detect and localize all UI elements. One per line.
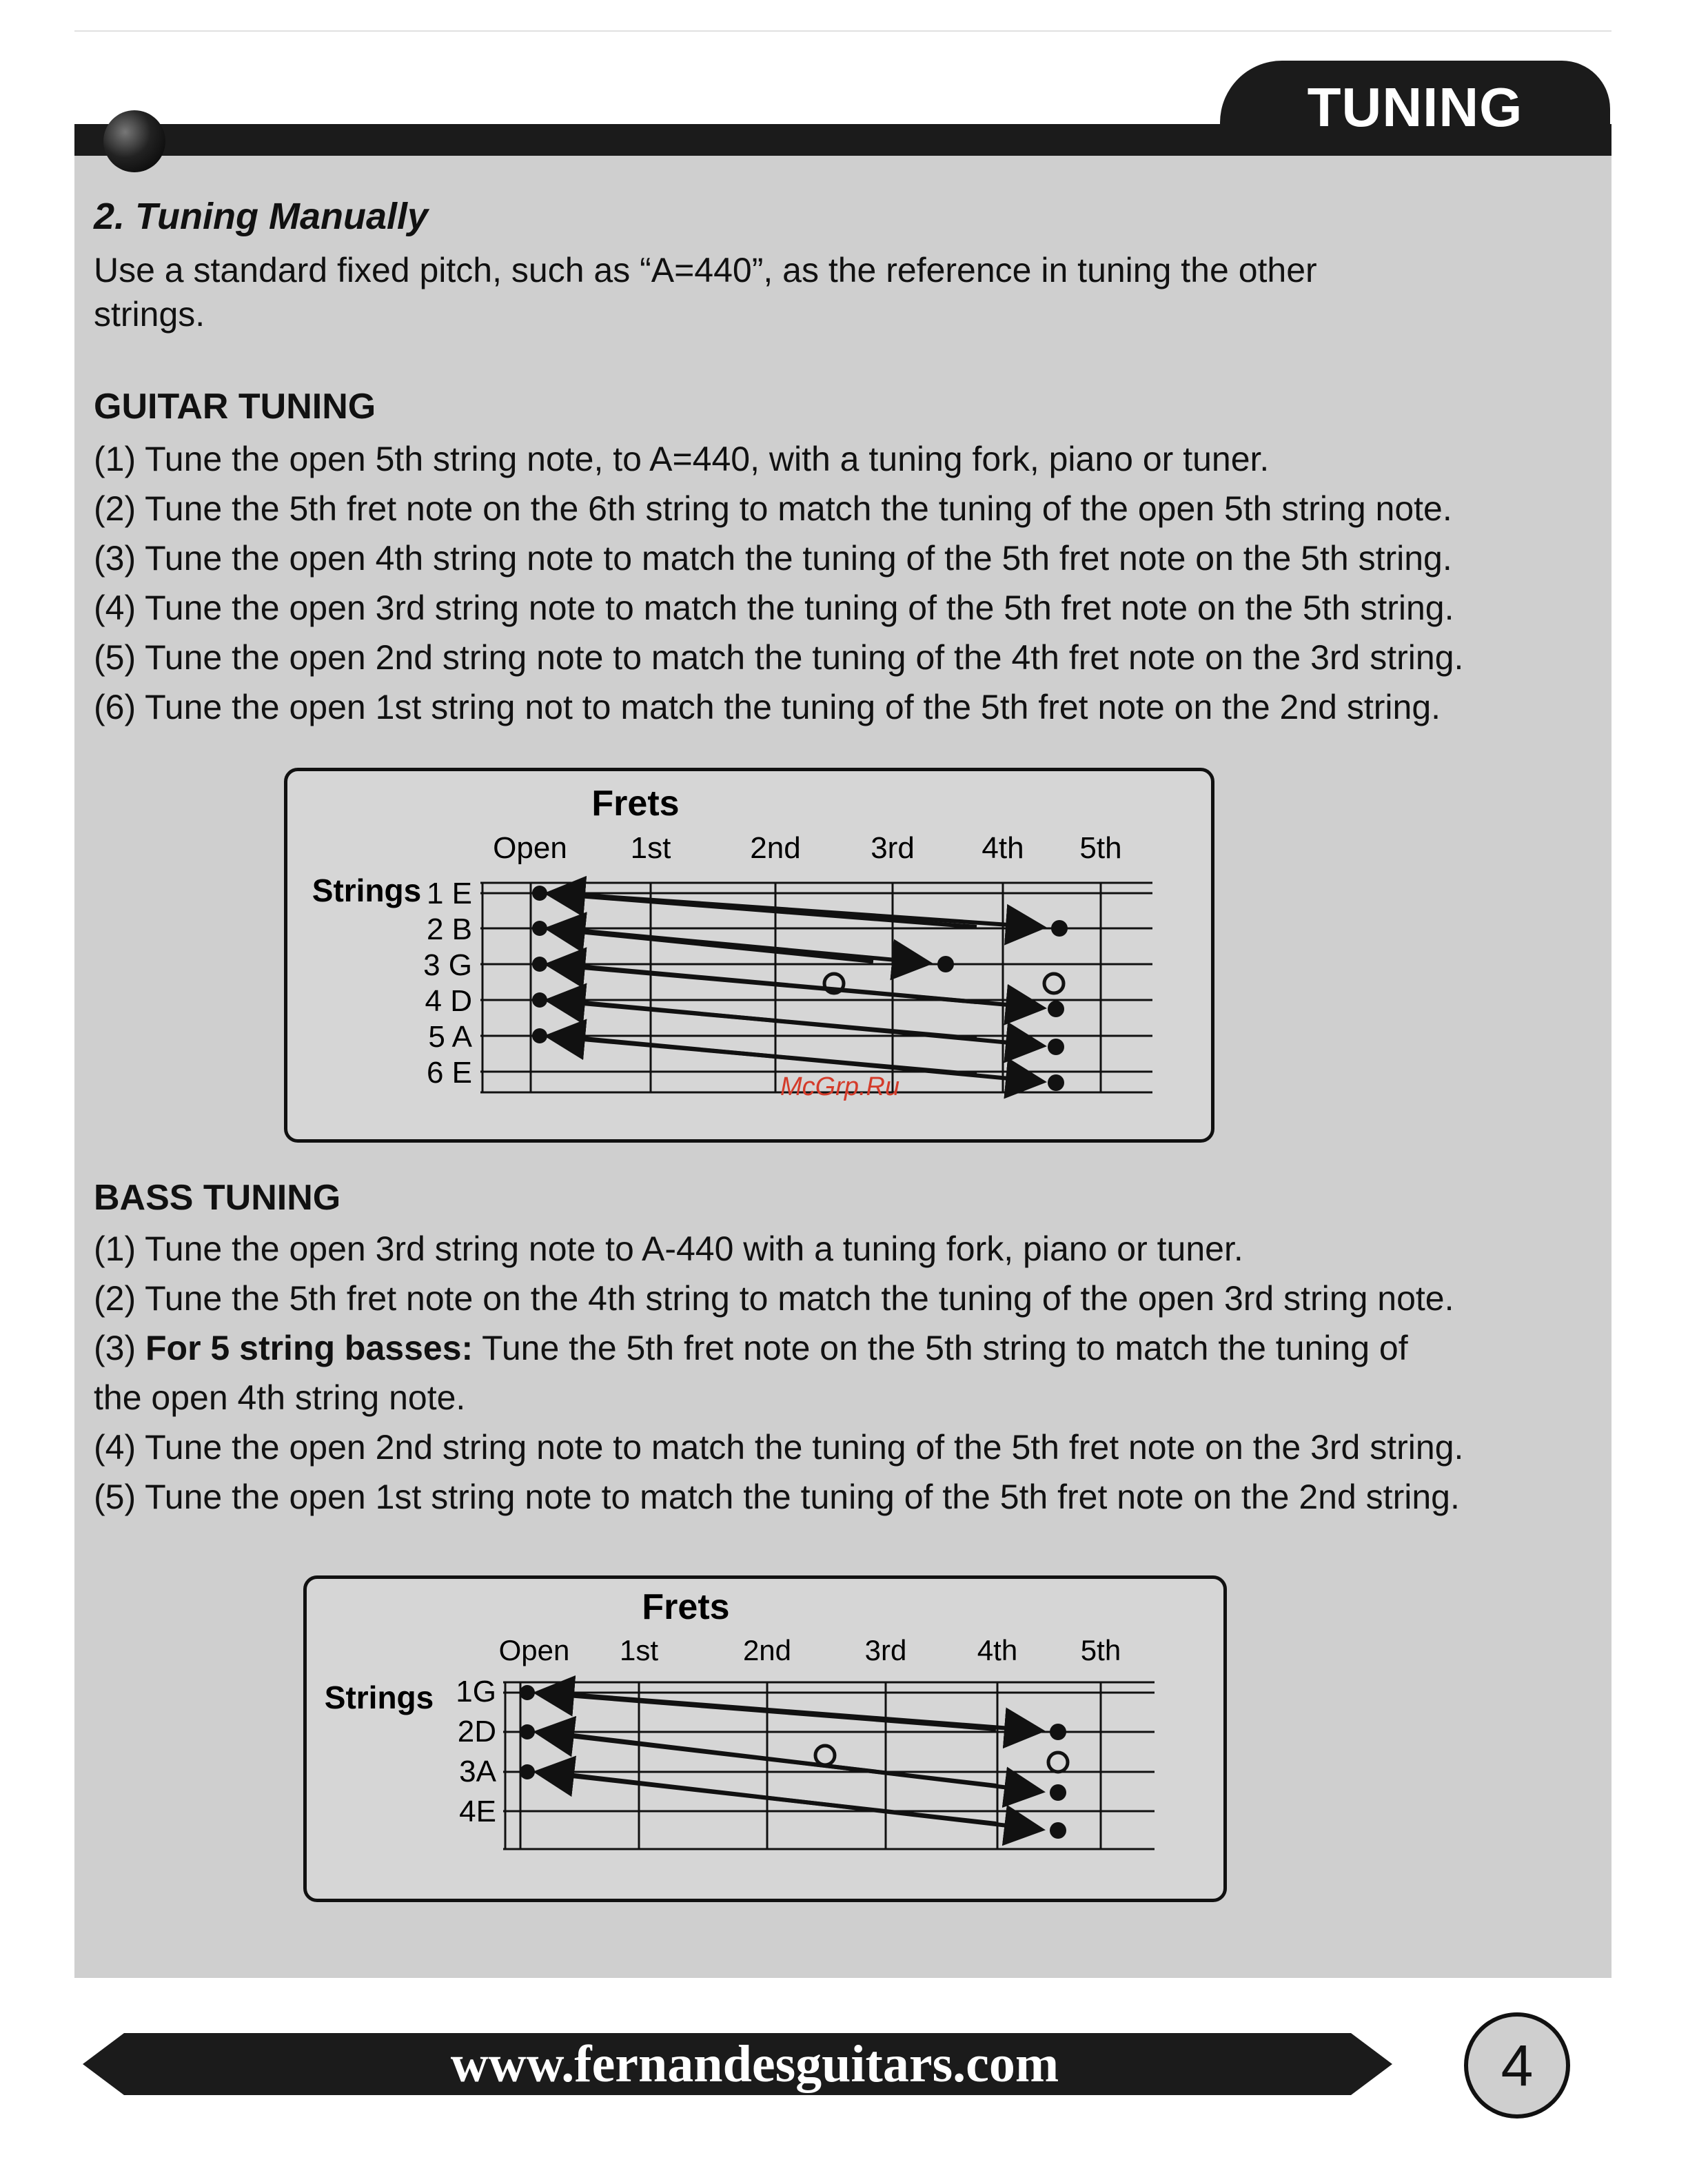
guitar-fretboard-svg xyxy=(287,771,1211,1139)
bass-step-1: (1) Tune the open 3rd string note to A-440 with a tuning fork, piano or tuner. xyxy=(94,1229,1243,1268)
fret-label-2nd: 2nd xyxy=(750,831,801,865)
bass-step-3-bold: For 5 string basses: xyxy=(145,1329,474,1367)
watermark: McGrp.Ru xyxy=(780,1072,900,1101)
bass-string-label-1: 1G xyxy=(456,1675,496,1708)
bass-step-3 xyxy=(94,1323,1408,1373)
bass-step-3-line-2: the open 4th string note. xyxy=(94,1378,466,1417)
guitar-step-2: (2) Tune the 5th fret note on the 6th string to match the tuning of the open 5th string note. xyxy=(94,489,1452,528)
intro-line-1: Use a standard fixed pitch, such as “A=440”, as the reference in tuning the other xyxy=(94,251,1317,289)
guitar-step-3: (3) Tune the open 4th string note to match the tuning of the 5th fret note on the 5th string. xyxy=(94,539,1452,578)
bass-fret-label-4th: 4th xyxy=(977,1634,1018,1666)
strings-label: Strings xyxy=(312,872,422,908)
bass-fret-label-5th: 5th xyxy=(1080,1634,1121,1666)
guitar-step-4: (4) Tune the open 3rd string note to match the tuning of the 5th fret note on the 5th string. xyxy=(94,589,1454,627)
bass-fret-note-dots xyxy=(1050,1724,1066,1839)
fret-label-1st: 1st xyxy=(630,831,671,865)
bass-step-2: (2) Tune the 5th fret note on the 4th string to match the tuning of the open 3rd string note. xyxy=(94,1279,1454,1318)
open-string-dots xyxy=(532,886,547,1043)
bass-fret-label-open: Open xyxy=(498,1634,570,1666)
page-number: 4 xyxy=(1464,2012,1570,2119)
bass-step-3-rest: Tune the 5th fret note on the 5th string to match the tuning of xyxy=(473,1329,1408,1367)
bass-string-label-2: 2D xyxy=(457,1715,496,1748)
string-label-1: 1 E xyxy=(426,877,472,910)
fret-label-5th: 5th xyxy=(1079,831,1122,865)
bass-strings-label: Strings xyxy=(324,1680,434,1715)
bass-frets-label: Frets xyxy=(642,1587,730,1627)
guitar-step-5: (5) Tune the open 2nd string note to match the tuning of the 4th fret note on the 3rd string. xyxy=(94,638,1464,677)
bass-step-5: (5) Tune the open 1st string note to match the tuning of the 5th fret note on the 2nd string. xyxy=(94,1478,1460,1516)
string-label-5: 5 A xyxy=(428,1020,472,1054)
bass-step-3-prefix: (3) xyxy=(94,1329,145,1367)
fret-label-4th: 4th xyxy=(982,831,1024,865)
top-rule xyxy=(74,30,1611,32)
bass-fret-label-3rd: 3rd xyxy=(864,1634,907,1666)
bass-fretboard-svg xyxy=(307,1579,1223,1899)
header-ball-ornament xyxy=(103,110,165,172)
intro-line-2: strings. xyxy=(94,295,205,334)
guitar-tuning-diagram xyxy=(284,768,1214,1143)
guitar-tuning-heading: GUITAR TUNING xyxy=(94,387,376,427)
fret-label-3rd: 3rd xyxy=(871,831,915,865)
footer-url[interactable]: www.fernandesguitars.com xyxy=(450,2035,1059,2093)
section-title: TUNING xyxy=(1307,76,1523,138)
bass-open-string-dots xyxy=(520,1685,535,1779)
bass-string-label-3: 3A xyxy=(459,1755,496,1788)
frets-label: Frets xyxy=(591,784,680,824)
tuning-arrows-back xyxy=(552,894,977,1074)
bass-tuning-diagram xyxy=(303,1575,1227,1902)
bass-string-label-4: 4E xyxy=(459,1795,496,1828)
string-label-2: 2 B xyxy=(426,912,472,946)
guitar-step-1: (1) Tune the open 5th string note, to A=440, with a tuning fork, piano or tuner. xyxy=(94,440,1270,478)
fret-label-open: Open xyxy=(493,831,567,865)
string-label-4: 4 D xyxy=(425,984,472,1018)
guitar-step-6: (6) Tune the open 1st string not to match the tuning of the 5th fret note on the 2nd string. xyxy=(94,688,1441,726)
subsection-title: 2. Tuning Manually xyxy=(94,196,429,237)
bass-tuning-heading: BASS TUNING xyxy=(94,1178,341,1218)
bass-step-4: (4) Tune the open 2nd string note to match the tuning of the 5th fret note on the 3rd string. xyxy=(94,1428,1464,1467)
string-label-3: 3 G xyxy=(423,948,472,982)
bass-fret-label-2nd: 2nd xyxy=(742,1634,792,1666)
bass-fret-label-1st: 1st xyxy=(619,1634,659,1666)
string-label-6: 6 E xyxy=(426,1056,472,1090)
bass-tuning-arrows-back xyxy=(541,1693,996,1824)
